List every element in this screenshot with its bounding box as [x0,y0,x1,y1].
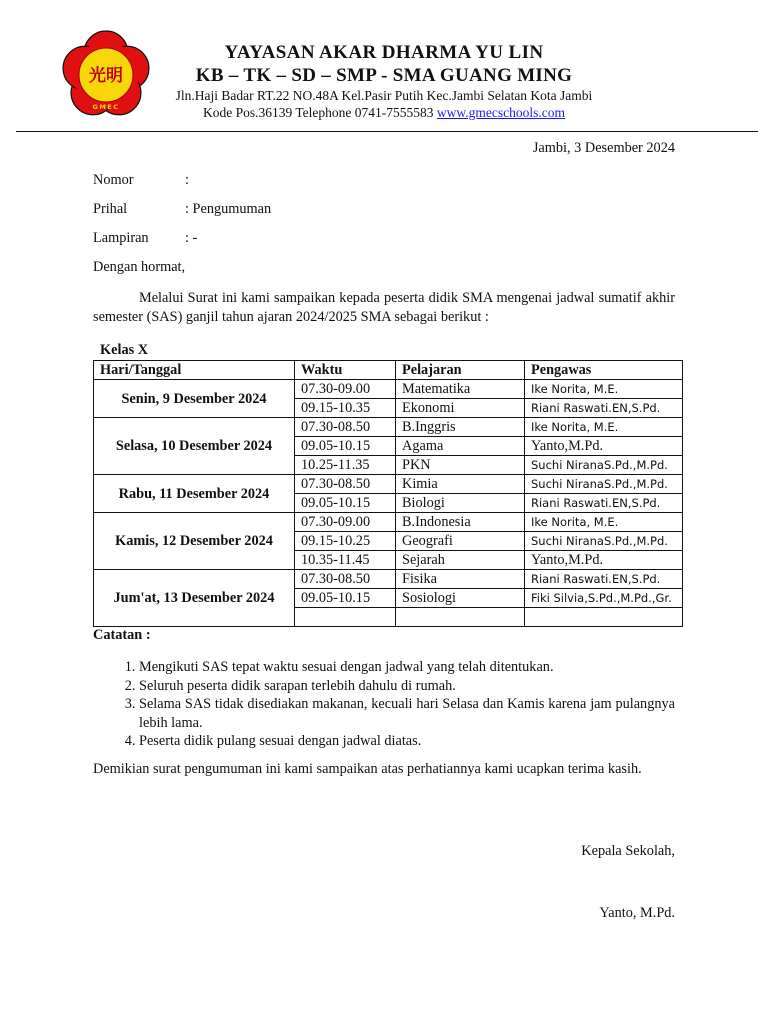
note-item: 2. Seluruh peserta didik sarapan terlebih dahulu di rumah. [139,677,675,696]
subject-cell: Biologi [396,494,525,513]
supervisor-cell: Yanto,M.Pd. [525,437,683,456]
note-item: 1. Mengikuti SAS tepat waktu sesuai dengan jadwal yang telah ditentukan. [139,658,675,677]
subject-cell: Ekonomi [396,399,525,418]
subject-cell: Matematika [396,380,525,399]
subject-cell: Fisika [396,570,525,589]
logo-cjk-text: 光明 [89,66,123,86]
supervisor-cell: Suchi NiranaS.Pd.,M.Pd. [525,456,683,475]
greeting: Dengan hormat, [93,259,186,275]
day-cell: Rabu, 11 Desember 2024 [94,475,295,513]
time-cell: 09.15-10.25 [295,532,396,551]
table-row [94,475,683,494]
note-item: 3. Selama SAS tidak disediakan makanan, kecuali hari Selasa dan Kamis karena jam pulangnya lebih lama. [139,695,675,732]
time-cell: 09.15-10.35 [295,399,396,418]
closing-paragraph: Demikian surat pengumuman ini kami sampaikan atas perhatiannya kami ucapkan terima kasih. [93,761,642,777]
header-subject: Pelajaran [396,361,525,380]
header-supervisor: Pengawas [525,361,683,380]
foundation-name: YAYASAN AKAR DHARMA YU LIN [224,42,544,63]
header-day: Hari/Tanggal [94,361,295,380]
address-line: Jln.Haji Badar RT.22 NO.48A Kel.Pasir Putih Kec.Jambi Selatan Kota Jambi [175,88,593,103]
table-row [94,418,683,437]
field-label-lampiran: Lampiran [93,230,149,246]
class-label: Kelas X [100,342,149,358]
time-cell: 09.05-10.15 [295,589,396,608]
supervisor-cell: Riani Raswati.EN,S.Pd. [525,570,683,589]
field-value-nomor: : [185,172,189,188]
header-rule [16,131,758,132]
time-cell: 07.30-09.00 [295,380,396,399]
field-value-lampiran: : - [185,230,198,246]
time-cell: 07.30-08.50 [295,475,396,494]
website-link[interactable]: www.gmecschools.com [436,105,566,120]
supervisor-cell: Riani Raswati.EN,S.Pd. [525,399,683,418]
header-time: Waktu [295,361,396,380]
note-item: 4. Peserta didik pulang sesuai dengan jadwal diatas. [139,732,675,751]
table-row [94,380,683,399]
supervisor-cell: Ike Norita, M.E. [525,418,683,437]
supervisor-cell: Suchi NiranaS.Pd.,M.Pd. [525,475,683,494]
intro-text: Melalui Surat ini kami sampaikan kepada peserta didik SMA mengenai jadwal sumatif akhir semester (SAS) ganjil tahun ajaran 2024/2025 SMA sebagai berikut : [93,290,675,325]
supervisor-cell: Suchi NiranaS.Pd.,M.Pd. [525,532,683,551]
subject-cell: Sosiologi [396,589,525,608]
supervisor-cell [525,608,683,627]
table-header-row [94,361,683,380]
supervisor-cell: Fiki Silvia,S.Pd.,M.Pd.,Gr. [525,589,683,608]
time-cell [295,608,396,627]
logo-ring-text: GMEC [92,103,120,111]
supervisor-cell: Ike Norita, M.E. [525,513,683,532]
table-row [94,513,683,532]
subject-cell: B.Inggris [396,418,525,437]
time-cell: 09.05-10.15 [295,494,396,513]
day-cell: Kamis, 12 Desember 2024 [94,513,295,570]
time-cell: 07.30-09.00 [295,513,396,532]
contact-line [150,105,618,121]
time-cell: 07.30-08.50 [295,570,396,589]
time-cell: 07.30-08.50 [295,418,396,437]
supervisor-cell: Riani Raswati.EN,S.Pd. [525,494,683,513]
subject-cell: Sejarah [396,551,525,570]
subject-cell: PKN [396,456,525,475]
subject-cell [396,608,525,627]
field-value-prihal: : Pengumuman [185,201,272,217]
intro-paragraph [93,289,675,327]
school-logo [58,29,154,121]
schedule-table [93,360,683,627]
signoff-title: Kepala Sekolah, [581,843,675,859]
time-cell: 10.25-11.35 [295,456,396,475]
subject-cell: Geografi [396,532,525,551]
schools-name: KB – TK – SD – SMP - SMA GUANG MING [195,65,573,86]
subject-cell: Agama [396,437,525,456]
day-cell: Selasa, 10 Desember 2024 [94,418,295,475]
table-row [94,570,683,589]
field-label-nomor: Nomor [93,172,134,188]
date-line: Jambi, 3 Desember 2024 [532,140,675,156]
time-cell: 09.05-10.15 [295,437,396,456]
subject-cell: B.Indonesia [396,513,525,532]
notes-list [93,658,675,751]
field-label-prihal: Prihal [93,201,128,217]
day-cell: Senin, 9 Desember 2024 [94,380,295,418]
notes-label: Catatan : [93,627,151,643]
subject-cell: Kimia [396,475,525,494]
day-cell: Jum'at, 13 Desember 2024 [94,570,295,627]
supervisor-cell: Yanto,M.Pd. [525,551,683,570]
supervisor-cell: Ike Norita, M.E. [525,380,683,399]
contact-text: Kode Pos.36139 Telephone 0741-7555583 [202,105,437,120]
signoff-name: Yanto, M.Pd. [599,905,675,921]
time-cell: 10.35-11.45 [295,551,396,570]
